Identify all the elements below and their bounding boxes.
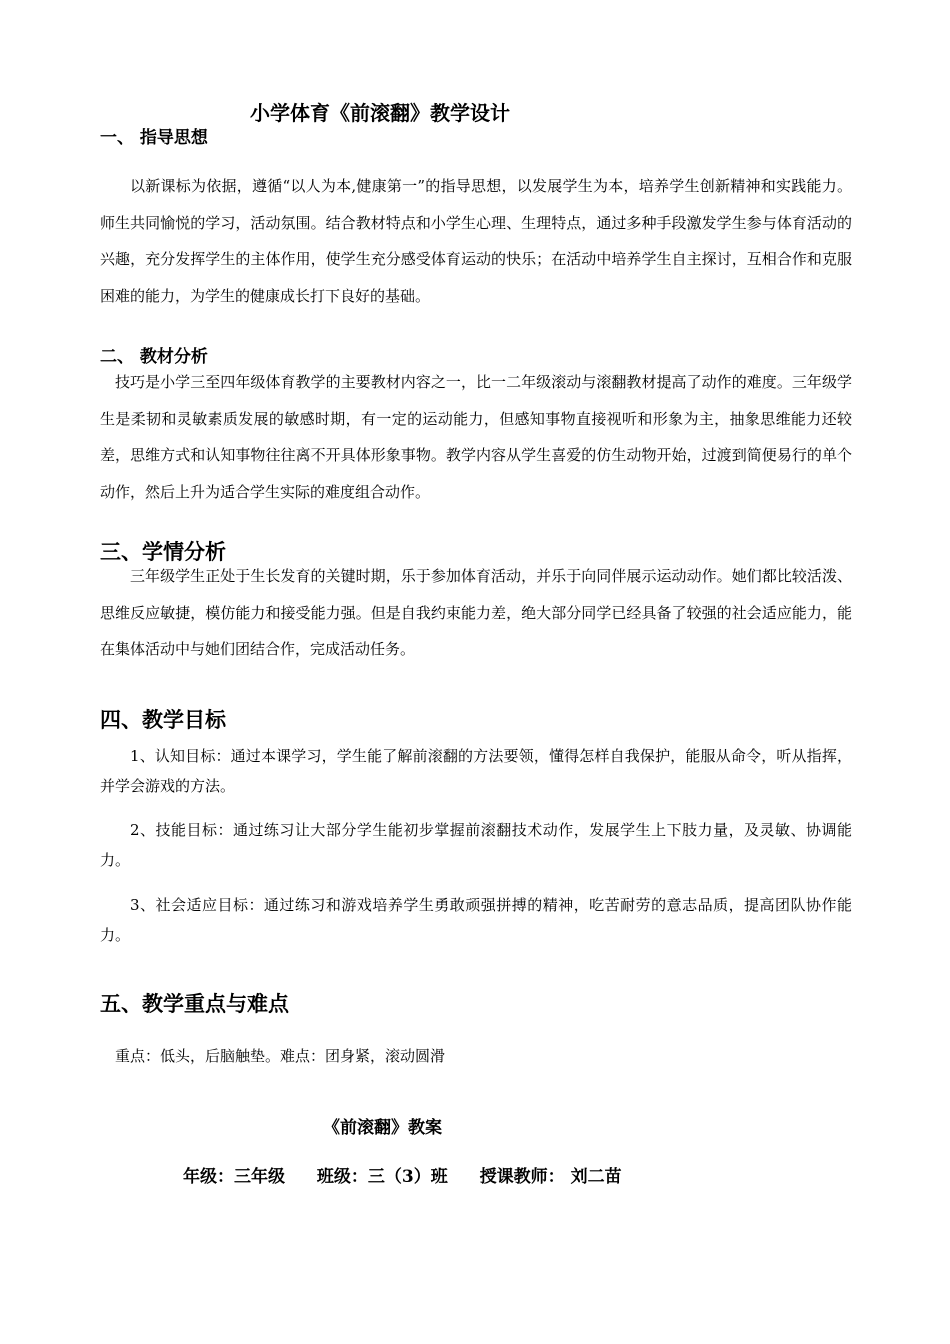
section-heading-teaching-goals: 四、教学目标 <box>100 707 226 732</box>
goal-skill: 2、技能目标：通过练习让大部分学生能初步掌握前滚翻技术动作，发展学生上下肢力量，及灵敏、协调能力。 <box>100 821 852 869</box>
lesson-teacher: 授课教师： 刘二苗 <box>479 1167 622 1187</box>
goal-cognitive: 1、认知目标：通过本课学习，学生能了解前滚翻的方法要领，懂得怎样自我保护，能服从命令，听从指挥，并学会游戏的方法。 <box>100 747 852 795</box>
section-heading-key-points: 五、教学重点与难点 <box>100 991 289 1016</box>
section-heading-guiding-ideology: 一、 指导思想 <box>100 128 208 148</box>
lesson-class: 班级：三（3）班 <box>316 1167 448 1187</box>
section-paragraph-student-analysis: 三年级学生正处于生长发育的关键时期，乐于参加体育活动，并乐于向同伴展示运动动作。她们都比较活泼、思维反应敏捷，模仿能力和接受能力强。但是自我约束能力差，绝大部分同学已经具备了较强的社会适应能力，能在集体活动中与她们团结合作，完成活动任务。 <box>100 567 852 658</box>
document-title: 小学体育《前滚翻》教学设计 <box>250 101 510 125</box>
section-heading-material-analysis: 二、 教材分析 <box>100 347 208 367</box>
goal-social-adaptation: 3、社会适应目标：通过练习和游戏培养学生勇敢顽强拼搏的精神，吃苦耐劳的意志品质，提高团队协作能力。 <box>100 896 852 944</box>
section-paragraph-material-analysis: 技巧是小学三至四年级体育教学的主要教材内容之一，比一二年级滚动与滚翻教材提高了动作的难度。三年级学生是柔韧和灵敏素质发展的敏感时期，有一定的运动能力，但感知事物直接视听和形象为主，抽象思维能力还较差，思维方式和认知事物往往离不开具体形象事物。教学内容从学生喜爱的仿生动物开始，过渡到简便易行的单个动作，然后上升为适合学生实际的难度组合动作。 <box>100 373 852 501</box>
section-paragraph-key-points: 重点：低头，后脑触垫。难点：团身紧，滚动圆滑 <box>115 1047 446 1065</box>
lesson-plan-title: 《前滚翻》教案 <box>323 1118 442 1138</box>
section-heading-student-analysis: 三、学情分析 <box>100 539 226 564</box>
section-paragraph-guiding-ideology: 以新课标为依据，遵循“以人为本,健康第一”的指导思想，以发展学生为本，培养学生创新精神和实践能力。师生共同愉悦的学习，活动氛围。结合教材特点和小学生心理、生理特点，通过多种手段激发学生参与体育活动的兴趣，充分发挥学生的主体作用，使学生充分感受体育运动的快乐；在活动中培养学生自主探讨，互相合作和克服困难的能力，为学生的健康成长打下良好的基础。 <box>100 177 852 305</box>
lesson-grade: 年级：三年级 <box>183 1167 285 1187</box>
lesson-plan-meta <box>183 1165 823 1189</box>
